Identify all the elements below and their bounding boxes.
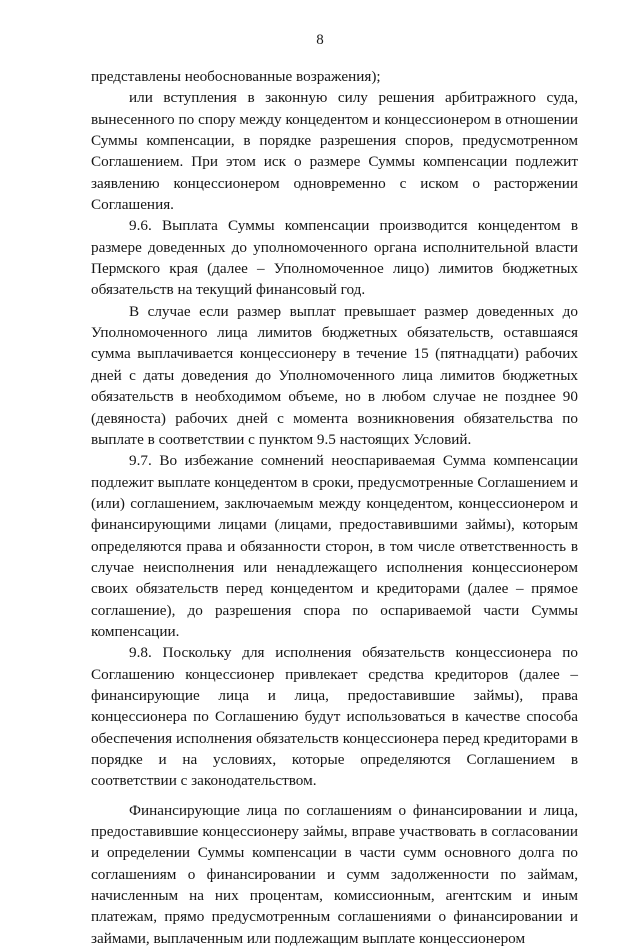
paragraph-9-8: 9.8. Поскольку для исполнения обязательств концессионера по Соглашению концессионер привлекает средства кредиторов (далее – финансирующие лица и лица, предоставившие займы), права концессионера по Соглашению будут использоваться в качестве способа обеспечения исполнения обязательств концессионера перед кредиторами в порядке и на условиях, которые определяются Соглашением в соответствии с законодательством. (91, 644, 578, 790)
document-body (91, 66, 578, 949)
paragraph-9-7: 9.7. Во избежание сомнений неоспариваемая Сумма компенсации подлежит выплате концедентом в сроки, предусмотренные Соглашением и (или) соглашением, заключаемым между концедентом, концессионером и финансирующими лицами (лицами, предоставившими займы), которым определяются права и обязанности сторон, в том числе ответственность в случае неисполнения или ненадлежащего исполнения концессионером своих обязательств перед концедентом и кредиторами (далее – прямое соглашение), до разрешения спора по оспариваемой части Суммы компенсации. (91, 452, 578, 640)
paragraph-payment-excess: В случае если размер выплат превышает размер доведенных до Уполномоченного лица лимитов бюджетных обязательств, оставшаяся сумма выплачивается концессионеру в течение 15 (пятнадцати) рабочих дней с даты доведения до Уполномоченного лица лимитов бюджетных обязательств в необходимом объеме, но в любом случае не позднее 90 (девяноста) рабочих дней с момента возникновения обязательства по выплате в соответствии с пунктом 9.5 настоящих Условий. (91, 302, 578, 448)
paragraph-9-6: 9.6. Выплата Суммы компенсации производится концедентом в размере доведенных до уполномоченного органа исполнительной власти Пермского края (далее – Уполномоченное лицо) лимитов бюджетных обязательств на текущий финансовый год. (91, 217, 578, 299)
paragraph-financing-parties: Финансирующие лица по соглашениям о финансировании и лица, предоставившие концессионеру займы, вправе участвовать в согласовании и определении Суммы компенсации в части сумм основного долга по соглашениям о финансировании и сумм задолженности по займам, начисленным на них процентам, комиссионным, агентским и иным платежам, прямо предусмотренным соглашениями о финансировании и займами, выплаченным или подлежащим выплате концессионером (91, 801, 578, 947)
paragraph-continuation: представлены необоснованные возражения); (91, 68, 381, 85)
page-number: 8 (316, 32, 324, 48)
paragraph-court-decision: или вступления в законную силу решения арбитражного суда, вынесенного по спору между концедентом и концессионером в отношении Суммы компенсации, в порядке разрешения споров, предусмотренном Соглашением. При этом иск о размере Суммы компенсации подлежит заявлению концессионером одновременно с иском о расторжении Соглашения. (91, 89, 578, 214)
